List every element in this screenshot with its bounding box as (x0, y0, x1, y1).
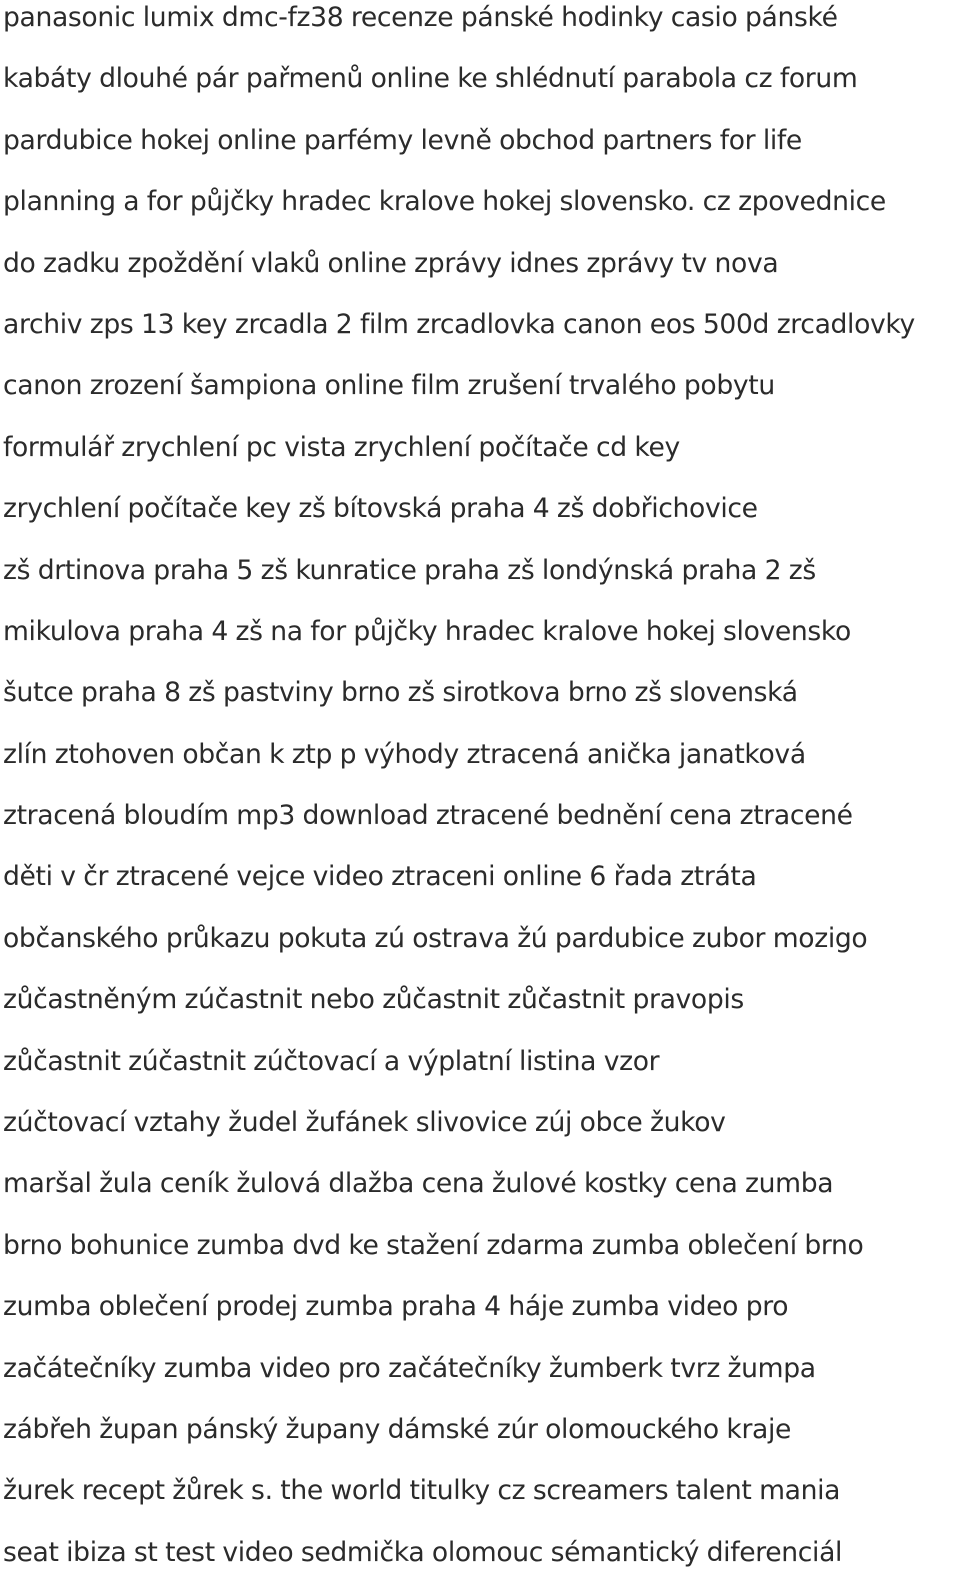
text-line-15: děti v čr ztracené vejce video ztraceni online 6 řada ztráta (3, 861, 757, 893)
text-line-5: do zadku zpoždění vlaků online zprávy idnes zprávy tv nova (3, 247, 779, 279)
text-line-23: začátečníky zumba video pro začátečníky žumberk tvrz žumpa (3, 1352, 816, 1384)
text-line-4: planning a for půjčky hradec kralove hokej slovensko. cz zpovednice (3, 186, 886, 218)
text-line-26: seat ibiza st test video sedmička olomouc sémantický diferenciál (3, 1536, 843, 1568)
text-line-8: formulář zrychlení pc vista zrychlení počítače cd key (3, 431, 680, 463)
text-line-16: občanského průkazu pokuta zú ostrava žú pardubice zubor mozigo (3, 922, 868, 954)
text-line-11: mikulova praha 4 zš na for půjčky hradec kralove hokej slovensko (3, 615, 851, 647)
text-line-19: zúčtovací vztahy žudel žufánek slivovice zúj obce žukov (3, 1107, 726, 1139)
text-line-3: pardubice hokej online parfémy levně obchod partners for life (3, 124, 802, 156)
text-line-24: zábřeh župan pánský župany dámské zúr olomouckého kraje (3, 1413, 792, 1445)
text-line-22: zumba oblečení prodej zumba praha 4 háje zumba video pro (3, 1291, 789, 1323)
text-line-12: šutce praha 8 zš pastviny brno zš sirotkova brno zš slovenská (3, 677, 798, 709)
text-line-1: panasonic lumix dmc-fz38 recenze pánské hodinky casio pánské (3, 2, 838, 33)
text-line-14: ztracená bloudím mp3 download ztracené bednění cena ztracené (3, 800, 853, 832)
text-line-9: zrychlení počítače key zš bítovská praha 4 zš dobřichovice (3, 493, 758, 525)
text-line-2: kabáty dlouhé pár pařmenů online ke shlédnutí parabola cz forum (3, 63, 858, 95)
text-line-17: zůčastněným zúčastnit nebo zůčastnit zůčastnit pravopis (3, 984, 744, 1016)
text-line-10: zš drtinova praha 5 zš kunratice praha zš londýnská praha 2 zš (3, 554, 816, 586)
text-line-18: zůčastnit zúčastnit zúčtovací a výplatní listina vzor (3, 1045, 660, 1077)
text-line-13: zlín ztohoven občan k ztp p výhody ztracená anička janatková (3, 738, 806, 770)
text-line-20: maršal žula ceník žulová dlažba cena žulové kostky cena zumba (3, 1168, 834, 1200)
text-line-6: archiv zps 13 key zrcadla 2 film zrcadlovka canon eos 500d zrcadlovky (3, 308, 915, 340)
text-line-21: brno bohunice zumba dvd ke stažení zdarma zumba oblečení brno (3, 1229, 864, 1261)
text-line-7: canon zrození šampiona online film zrušení trvalého pobytu (3, 370, 775, 402)
text-line-25: žurek recept žůrek s. the world titulky cz screamers talent mania (3, 1475, 841, 1507)
document-body (3, 0, 955, 1596)
